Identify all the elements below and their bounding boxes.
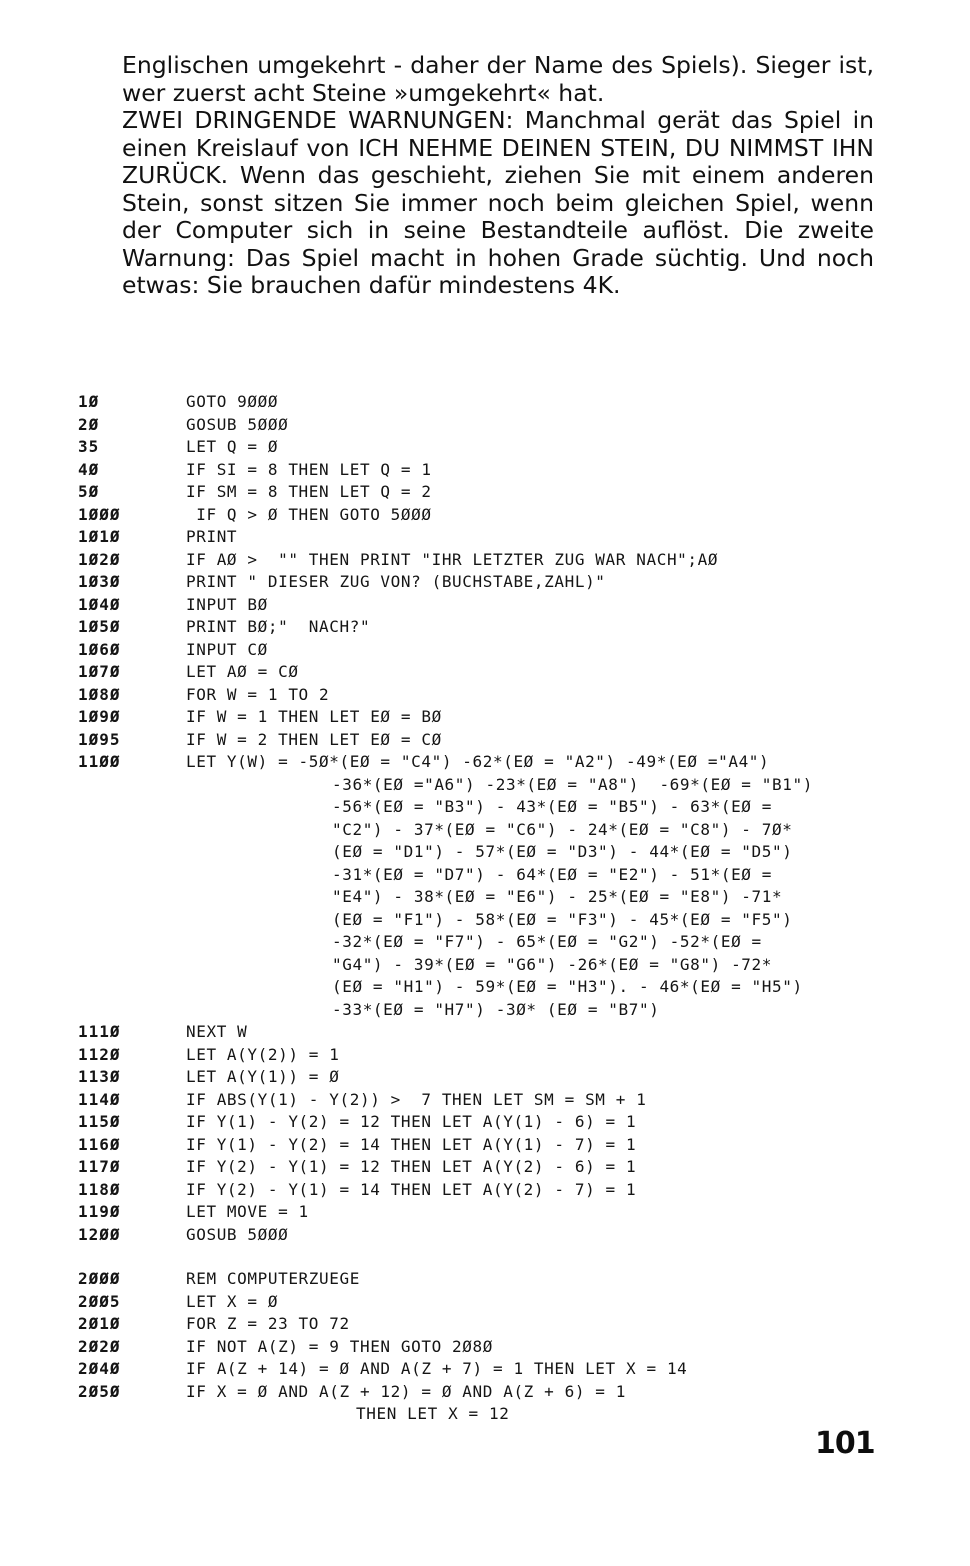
code-statement: -56*(EØ = "B3") - 43*(EØ = "B5") - 63*(EØ =: [332, 797, 773, 816]
code-line: [78, 1157, 958, 1180]
code-continuation-line: [78, 887, 958, 910]
code-line: [78, 437, 958, 460]
code-statement: (EØ = "F1") - 58*(EØ = "F3") - 45*(EØ = "F5"): [332, 909, 793, 929]
basic-listing: [78, 392, 958, 1427]
code-line: [78, 1090, 958, 1113]
code-continuation-line: [78, 932, 958, 955]
code-statement: THEN LET X = 12: [356, 1404, 510, 1423]
code-line: [78, 505, 958, 528]
code-statement: (EØ = "H1") - 59*(EØ = "H3"). - 46*(EØ = "H5"): [332, 977, 803, 996]
code-line: [78, 1112, 958, 1135]
code-statement: "E4") - 38*(EØ = "E6") - 25*(EØ = "E8") -71*: [332, 887, 783, 906]
line-number: 2ØØØ: [78, 1269, 121, 1288]
intro-paragraph-1: Englischen umgekehrt - daher der Name des Spiels). Sieger ist, wer zuerst acht Steine »umgekehrt« hat.: [122, 51, 874, 107]
code-statement: (EØ = "D1") - 57*(EØ = "D3") - 44*(EØ = "D5"): [332, 842, 793, 861]
code-line: [78, 482, 958, 505]
code-statement: IF ABS(Y(1) - Y(2)) > 7 THEN LET SM = SM + 1: [186, 1089, 647, 1109]
code-line: [78, 1314, 958, 1337]
code-statement: -31*(EØ = "D7") - 64*(EØ = "E2") - 51*(EØ =: [332, 864, 773, 884]
code-line: [78, 1292, 958, 1315]
code-statement: IF A(Z + 14) = Ø AND A(Z + 7) = 1 THEN LET X = 14: [186, 1359, 688, 1378]
line-1100-continuation: [78, 775, 958, 1023]
listing-block-2: [78, 1022, 958, 1247]
code-line: [78, 1180, 958, 1203]
line-number: 2Ø5Ø: [78, 1381, 121, 1401]
code-line: [78, 752, 958, 775]
code-line: [78, 1359, 958, 1382]
code-statement: IF X = Ø AND A(Z + 12) = Ø AND A(Z + 6) = 1: [186, 1381, 627, 1401]
code-line: [78, 595, 958, 618]
line-number: 35: [78, 437, 100, 456]
code-continuation-line: [78, 955, 958, 978]
listing-gap: [78, 1247, 958, 1269]
code-statement: "C2") - 37*(EØ = "C6") - 24*(EØ = "C8") - 7Ø*: [332, 819, 793, 839]
line-number: 119Ø: [78, 1202, 121, 1221]
line-number: 5Ø: [78, 482, 100, 501]
code-statement: IF Y(1) - Y(2) = 12 THEN LET A(Y(1) - 6) = 1: [186, 1112, 637, 1131]
code-statement: IF SI = 8 THEN LET Q = 1: [186, 459, 432, 479]
code-line: [78, 1337, 958, 1360]
code-line: [78, 1045, 958, 1068]
code-continuation-line: [78, 842, 958, 865]
line-number: 1Ø7Ø: [78, 662, 121, 681]
code-statement: IF W = 1 THEN LET EØ = BØ: [186, 707, 442, 726]
code-statement: IF AØ > "" THEN PRINT "IHR LETZTER ZUG WAR NACH";AØ: [186, 549, 719, 569]
code-statement: PRINT " DIESER ZUG VON? (BUCHSTABE,ZAHL)": [186, 572, 606, 591]
code-statement: REM COMPUTERZUEGE: [186, 1269, 360, 1288]
code-line: [78, 1202, 958, 1225]
line-number: 1Ø4Ø: [78, 594, 121, 614]
code-continuation-line: [78, 1000, 958, 1023]
code-line: [78, 617, 958, 640]
line-number: 117Ø: [78, 1157, 121, 1176]
line-2050-continuation: [78, 1404, 958, 1427]
code-statement: INPUT CØ: [186, 639, 268, 659]
code-statement: LET A(Y(1)) = Ø: [186, 1067, 340, 1086]
line-number: 1Ø2Ø: [78, 549, 121, 569]
code-line: [78, 392, 958, 415]
code-statement: LET MOVE = 1: [186, 1202, 309, 1221]
code-continuation-line: [78, 910, 958, 933]
code-continuation-line: [78, 865, 958, 888]
code-line: [78, 707, 958, 730]
intro-text: [122, 52, 874, 300]
code-line: [78, 1225, 958, 1248]
line-number: 2Ø2Ø: [78, 1336, 121, 1356]
code-line: [78, 1135, 958, 1158]
code-continuation-line: [78, 797, 958, 820]
line-number: 1Ø6Ø: [78, 639, 121, 659]
code-statement: PRINT BØ;" NACH?": [186, 617, 371, 636]
line-number: 114Ø: [78, 1089, 121, 1109]
code-statement: IF Y(2) - Y(1) = 14 THEN LET A(Y(2) - 7) = 1: [186, 1179, 637, 1199]
line-number: 1Ø1Ø: [78, 527, 121, 546]
code-line: [78, 730, 958, 753]
line-number: 112Ø: [78, 1044, 121, 1064]
code-line: [78, 1067, 958, 1090]
code-statement: IF SM = 8 THEN LET Q = 2: [186, 482, 432, 501]
code-line: [78, 1269, 958, 1292]
line-number: 115Ø: [78, 1112, 121, 1131]
code-line: [78, 685, 958, 708]
code-statement: LET AØ = CØ: [186, 662, 299, 681]
code-statement: GOTO 9ØØØ: [186, 392, 279, 411]
line-number: 1Ø9Ø: [78, 707, 121, 726]
code-statement: -36*(EØ ="A6") -23*(EØ = "A8") -69*(EØ = "B1"): [332, 774, 813, 794]
code-statement: FOR W = 1 TO 2: [186, 684, 330, 704]
code-line: [78, 460, 958, 483]
line-number: 1Ø5Ø: [78, 617, 121, 636]
code-statement: LET A(Y(2)) = 1: [186, 1044, 340, 1064]
code-statement: "G4") - 39*(EØ = "G6") -26*(EØ = "G8") -72*: [332, 954, 773, 974]
page-number: 101: [815, 1426, 875, 1461]
code-statement: IF Y(2) - Y(1) = 12 THEN LET A(Y(2) - 6) = 1: [186, 1157, 637, 1176]
line-number: 12ØØ: [78, 1224, 121, 1244]
line-number: 1Ø: [78, 392, 100, 411]
line-number: 11ØØ: [78, 752, 121, 771]
code-continuation-line: [78, 820, 958, 843]
code-statement: PRINT: [186, 527, 238, 546]
code-statement: LET Q = Ø: [186, 437, 279, 456]
code-statement: LET Y(W) = -5Ø*(EØ = "C4") -62*(EØ = "A2") -49*(EØ ="A4"): [186, 752, 770, 771]
code-statement: NEXT W: [186, 1022, 248, 1041]
intro-paragraph-2: ZWEI DRINGENDE WARNUNGEN: Manchmal gerät das Spiel in einen Kreislauf von ICH NEHME DEINEN STEIN, DU NIMMST IHN ZURÜCK. Wenn das geschieht, ziehen Sie mit einem anderen Stein, sonst sitzen Sie immer noch beim gleichen Spiel, wenn der Computer sich in seine Bestandteile auflöst. Die zweite Warnung: Das Spiel macht in hohen Grade süchtig. Und noch etwas: Sie brauchen dafür mindestens 4K.: [122, 106, 874, 299]
line-number: 116Ø: [78, 1134, 121, 1154]
code-statement: -33*(EØ = "H7") -3Ø* (EØ = "B7"): [332, 999, 660, 1019]
code-continuation-line: [78, 775, 958, 798]
code-statement: IF W = 2 THEN LET EØ = CØ: [186, 729, 442, 749]
code-statement: LET X = Ø: [186, 1291, 279, 1311]
code-line: [78, 1382, 958, 1405]
code-line: [78, 1022, 958, 1045]
code-line: [78, 662, 958, 685]
code-line: [78, 527, 958, 550]
line-number: 118Ø: [78, 1179, 121, 1199]
code-statement: IF Q > Ø THEN GOTO 5ØØØ: [186, 504, 432, 524]
line-number: 1Ø8Ø: [78, 684, 121, 704]
code-line: [78, 640, 958, 663]
line-number: 111Ø: [78, 1022, 121, 1041]
line-number: 2ØØ5: [78, 1291, 121, 1311]
line-number: 1Ø95: [78, 729, 121, 749]
line-number: 2Ø4Ø: [78, 1359, 121, 1378]
code-statement: -32*(EØ = "F7") - 65*(EØ = "G2") -52*(EØ =: [332, 932, 762, 951]
code-statement: GOSUB 5ØØØ: [186, 1224, 289, 1244]
code-statement: IF NOT A(Z) = 9 THEN GOTO 2Ø8Ø: [186, 1336, 493, 1356]
code-line: [78, 550, 958, 573]
code-statement: INPUT BØ: [186, 594, 268, 614]
code-statement: IF Y(1) - Y(2) = 14 THEN LET A(Y(1) - 7) = 1: [186, 1134, 637, 1154]
code-line: [78, 415, 958, 438]
code-statement: FOR Z = 23 TO 72: [186, 1314, 350, 1333]
code-continuation-line: [78, 977, 958, 1000]
listing-block-3: [78, 1269, 958, 1404]
line-number: 4Ø: [78, 459, 100, 479]
line-number: 1ØØØ: [78, 504, 121, 524]
line-number: 2Ø1Ø: [78, 1314, 121, 1333]
line-number: 2Ø: [78, 414, 100, 434]
line-number: 1Ø3Ø: [78, 572, 121, 591]
code-statement: GOSUB 5ØØØ: [186, 414, 289, 434]
listing-block-1: [78, 392, 958, 775]
line-number: 113Ø: [78, 1067, 121, 1086]
code-line: [78, 572, 958, 595]
